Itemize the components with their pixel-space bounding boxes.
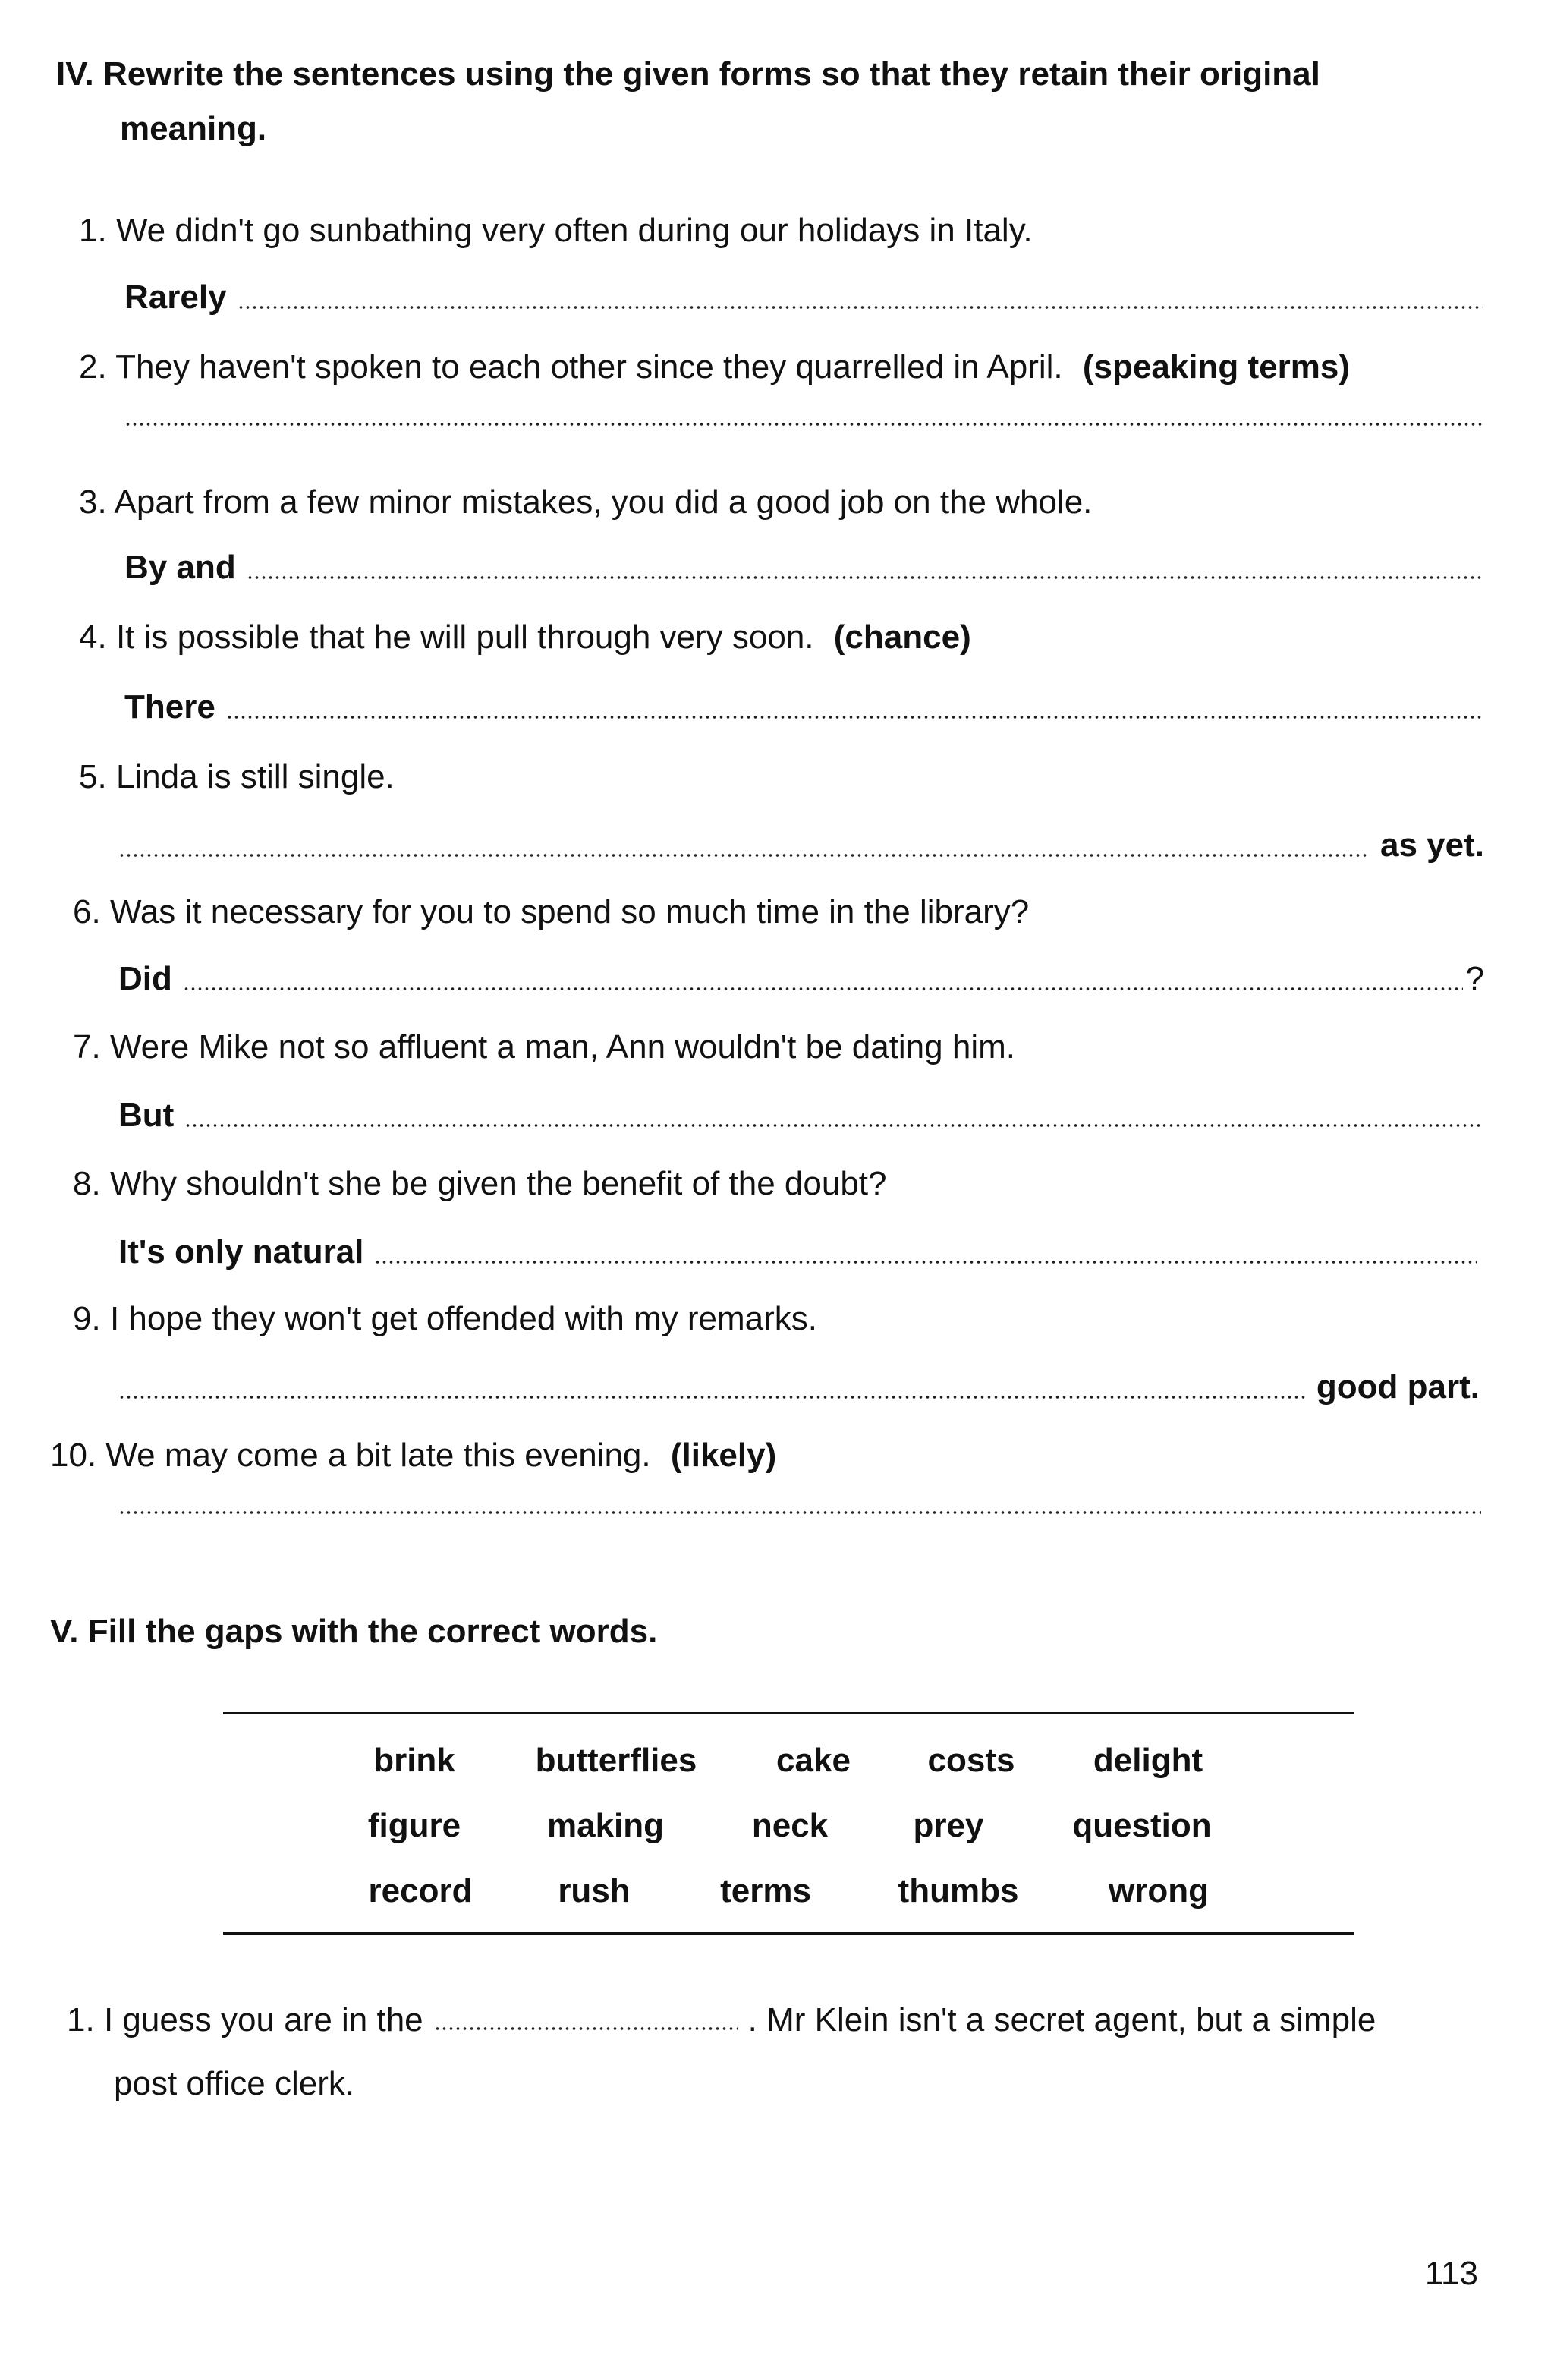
page-number: 113: [1424, 2255, 1478, 2292]
word-box-top-rule: [223, 1712, 1354, 1714]
item-text: Apart from a few minor mistakes, you did a good job on the whole.: [114, 483, 1093, 521]
exercise-item-5-sentence: [79, 756, 395, 798]
item-number: 9.: [73, 1300, 101, 1337]
word-thumbs: thumbs: [898, 1872, 1019, 1909]
item-number: 4.: [79, 619, 107, 656]
exercise-item-6-sentence: [73, 891, 1029, 933]
item-number: 2.: [79, 348, 107, 386]
gap-fill-item-1-line2: post office clerk.: [114, 2065, 355, 2102]
item-text: We didn't go sunbathing very often during our holidays in Italy.: [115, 212, 1033, 249]
exercise-item-7-answer[interactable]: [118, 1094, 1483, 1137]
answer-lead: But: [118, 1097, 175, 1134]
answer-tail: ?: [1465, 960, 1484, 997]
exercise-item-9-answer[interactable]: [118, 1366, 1480, 1409]
answer-dotted-line[interactable]: [183, 987, 1463, 991]
answer-lead: Rarely: [124, 279, 227, 316]
section-iv-heading: [56, 47, 1498, 156]
item-hint: (likely): [670, 1437, 777, 1474]
word-record: record: [368, 1872, 473, 1909]
item-number: 8.: [73, 1165, 101, 1202]
section-v-heading: V. Fill the gaps with the correct words.: [50, 1613, 658, 1650]
answer-tail: good part.: [1316, 1368, 1480, 1406]
answer-dotted-line[interactable]: [247, 575, 1483, 580]
answer-dotted-line[interactable]: [226, 715, 1483, 719]
word-box-row-1: [0, 1739, 1554, 1782]
item-number: 6.: [73, 893, 101, 930]
item-number: 7.: [73, 1028, 101, 1066]
answer-dotted-line[interactable]: [374, 1260, 1477, 1264]
exercise-item-5-answer[interactable]: [118, 824, 1484, 867]
answer-dotted-line[interactable]: [184, 1123, 1483, 1128]
word-prey: prey: [913, 1807, 984, 1844]
exercise-item-1-answer[interactable]: [124, 276, 1483, 319]
item-number: 3.: [79, 483, 107, 521]
answer-tail: as yet.: [1380, 826, 1484, 864]
exercise-item-6-answer[interactable]: [118, 958, 1484, 1000]
item-text: Were Mike not so affluent a man, Ann wouldn't be dating him.: [109, 1028, 1015, 1066]
answer-lead: Did: [118, 960, 172, 997]
exercise-item-1-sentence: [79, 209, 1033, 252]
word-box-row-3: [0, 1870, 1554, 1912]
answer-dotted-line[interactable]: [118, 853, 1370, 858]
word-delight: delight: [1093, 1742, 1203, 1779]
word-question: question: [1072, 1807, 1212, 1844]
exercise-item-9-sentence: [73, 1298, 817, 1340]
word-neck: neck: [751, 1807, 829, 1844]
word-cake: cake: [776, 1742, 851, 1779]
word-making: making: [546, 1807, 665, 1844]
item-number: 5.: [79, 758, 107, 795]
answer-lead: By and: [124, 549, 236, 586]
item-text: I hope they won't get offended with my remarks.: [109, 1300, 818, 1337]
exercise-item-8-answer[interactable]: [118, 1231, 1477, 1273]
answer-lead: There: [124, 688, 215, 726]
item-hint: (speaking terms): [1082, 348, 1350, 386]
item-hint: (chance): [833, 619, 971, 656]
exercise-item-10-answer[interactable]: [118, 1510, 1481, 1524]
item-text-after-gap: . Mr Klein isn't a secret agent, but a simple: [747, 2001, 1376, 2038]
exercise-item-2-answer[interactable]: [124, 422, 1483, 436]
item-text: They haven't spoken to each other since they quarrelled in April.: [115, 348, 1063, 386]
section-iv-heading-line2: meaning.: [120, 110, 267, 147]
gap-fill-item-1: [67, 1999, 1376, 2042]
gap-dotted-line[interactable]: [434, 2026, 738, 2031]
answer-dotted-line[interactable]: [118, 1510, 1481, 1515]
word-box-bottom-rule: [223, 1932, 1354, 1935]
item-number: 1.: [79, 212, 107, 249]
word-box-row-2: [0, 1805, 1554, 1847]
item-text-before-gap: I guess you are in the: [103, 2001, 423, 2038]
exercise-item-7-sentence: [73, 1026, 1015, 1069]
answer-dotted-line[interactable]: [118, 1395, 1306, 1399]
word-wrong: wrong: [1109, 1872, 1209, 1909]
exercise-item-10-sentence: [50, 1434, 776, 1477]
item-text: Linda is still single.: [115, 758, 395, 795]
exercise-item-3-sentence: [79, 481, 1092, 524]
exercise-item-4-sentence: [79, 616, 971, 659]
item-number: 10.: [50, 1437, 97, 1474]
item-text: Why shouldn't she be given the benefit of the doubt?: [109, 1165, 887, 1202]
section-iv-heading-line1: IV. Rewrite the sentences using the given forms so that they retain their original: [56, 55, 1320, 93]
exercise-item-2-sentence: [79, 346, 1350, 389]
answer-lead: It's only natural: [118, 1233, 364, 1270]
word-figure: figure: [367, 1807, 461, 1844]
word-rush: rush: [558, 1872, 631, 1909]
item-number: 1.: [67, 2001, 95, 2038]
answer-dotted-line[interactable]: [238, 305, 1483, 310]
exercise-item-4-answer[interactable]: [124, 686, 1483, 729]
exercise-item-3-answer[interactable]: [124, 546, 1483, 589]
word-costs: costs: [927, 1742, 1015, 1779]
item-text: Was it necessary for you to spend so much time in the library?: [109, 893, 1030, 930]
word-brink: brink: [373, 1742, 455, 1779]
item-text: It is possible that he will pull through very soon.: [115, 619, 814, 656]
exercise-item-8-sentence: [73, 1163, 887, 1205]
word-butterflies: butterflies: [535, 1742, 697, 1779]
answer-dotted-line[interactable]: [124, 422, 1483, 427]
word-terms: terms: [720, 1872, 811, 1909]
item-text: We may come a bit late this evening.: [105, 1437, 651, 1474]
